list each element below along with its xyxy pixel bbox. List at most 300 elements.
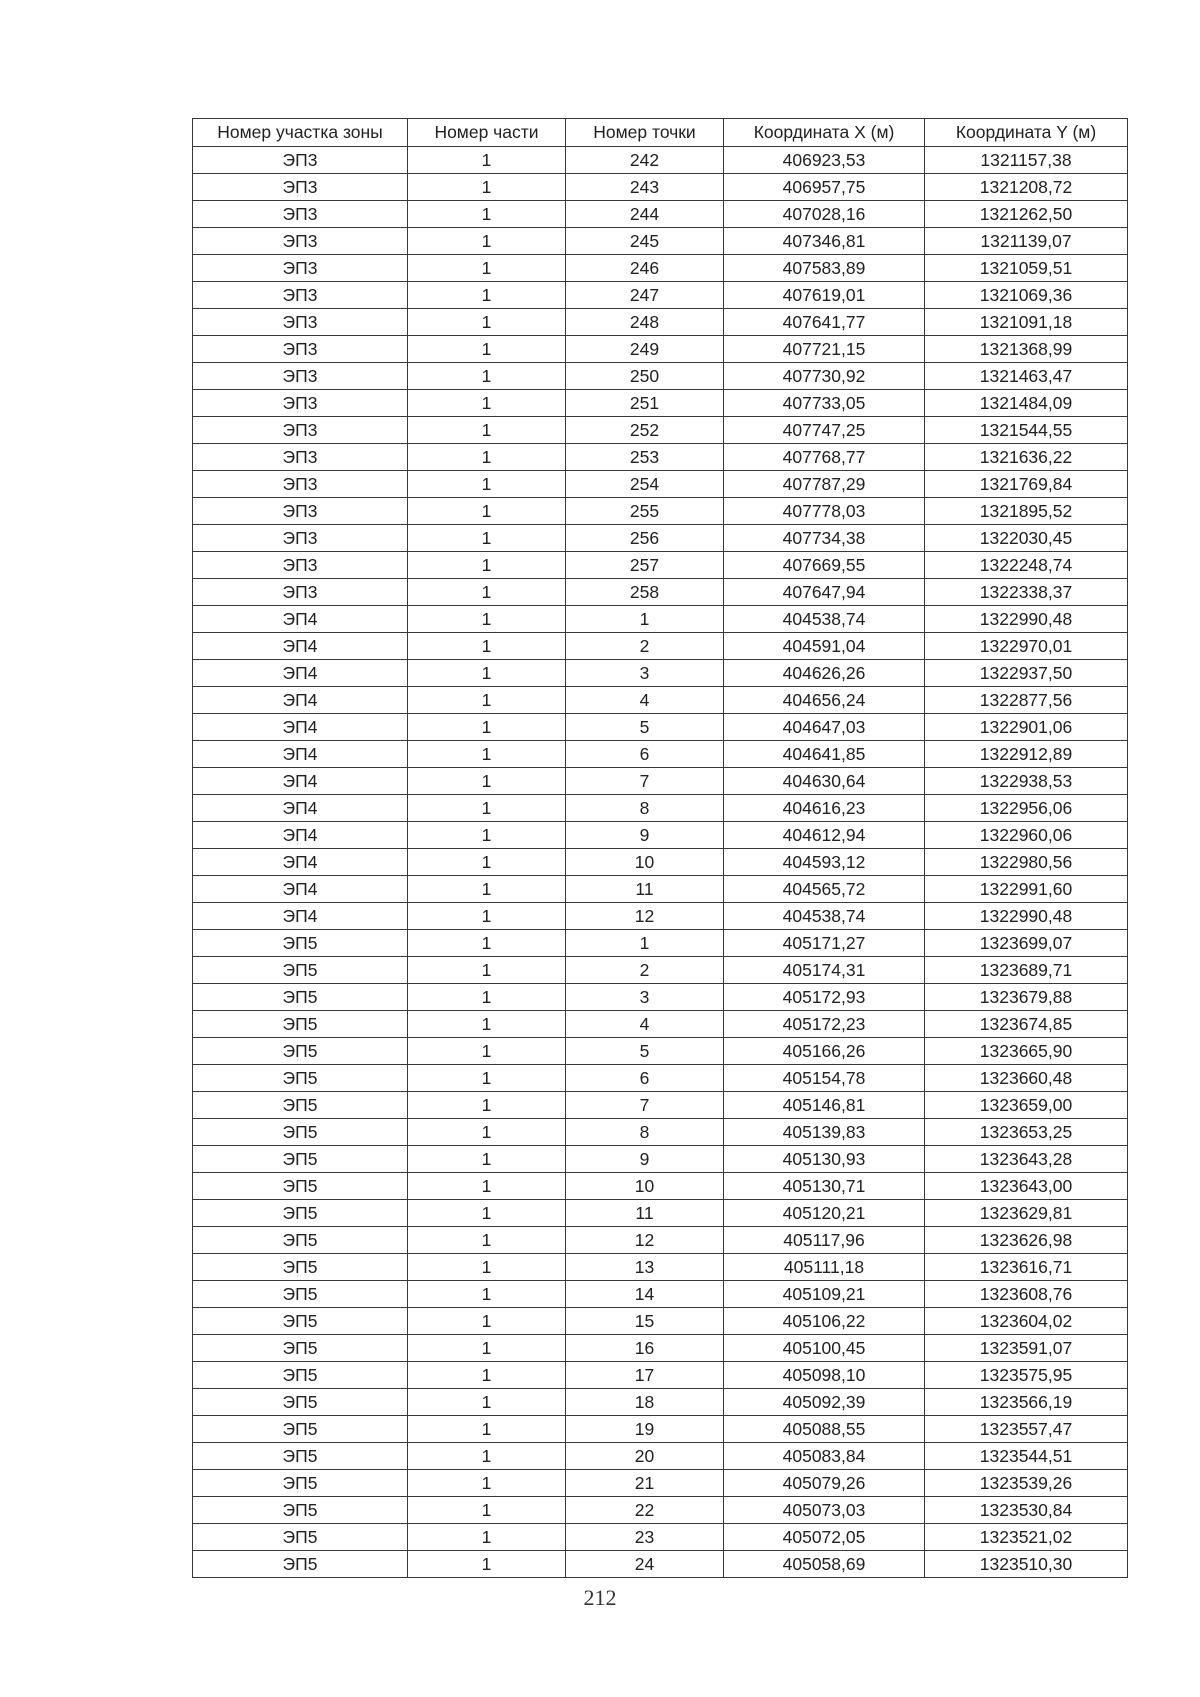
cell-zone-section: ЭП4 [193,768,408,795]
table-row [193,1011,1128,1038]
cell-coordinate-y: 1322938,53 [925,768,1128,795]
cell-coordinate-y: 1322912,89 [925,741,1128,768]
cell-coordinate-y: 1321484,09 [925,390,1128,417]
cell-part-number: 1 [408,174,566,201]
cell-coordinate-x: 407028,16 [724,201,925,228]
cell-coordinate-y: 1322877,56 [925,687,1128,714]
cell-coordinate-x: 407669,55 [724,552,925,579]
cell-point-number: 22 [566,1497,724,1524]
cell-part-number: 1 [408,336,566,363]
cell-point-number: 11 [566,876,724,903]
table-row [193,1362,1128,1389]
cell-point-number: 257 [566,552,724,579]
cell-point-number: 244 [566,201,724,228]
cell-part-number: 1 [408,579,566,606]
cell-coordinate-x: 405117,96 [724,1227,925,1254]
table-row [193,1497,1128,1524]
cell-part-number: 1 [408,1335,566,1362]
cell-point-number: 13 [566,1254,724,1281]
cell-part-number: 1 [408,1092,566,1119]
cell-coordinate-x: 404538,74 [724,606,925,633]
cell-part-number: 1 [408,471,566,498]
cell-coordinate-y: 1323544,51 [925,1443,1128,1470]
table-row [193,1524,1128,1551]
cell-coordinate-y: 1322990,48 [925,903,1128,930]
cell-coordinate-x: 405130,93 [724,1146,925,1173]
table-row [193,849,1128,876]
cell-coordinate-y: 1321139,07 [925,228,1128,255]
table-row [193,687,1128,714]
cell-zone-section: ЭП3 [193,255,408,282]
cell-part-number: 1 [408,984,566,1011]
cell-part-number: 1 [408,903,566,930]
table-row [193,1227,1128,1254]
cell-zone-section: ЭП3 [193,363,408,390]
header-coordinate-y: Координата Y (м) [925,119,1128,147]
table-row [193,471,1128,498]
cell-point-number: 7 [566,768,724,795]
cell-point-number: 256 [566,525,724,552]
cell-coordinate-y: 1323608,76 [925,1281,1128,1308]
cell-coordinate-x: 405092,39 [724,1389,925,1416]
cell-coordinate-x: 405120,21 [724,1200,925,1227]
cell-coordinate-x: 407641,77 [724,309,925,336]
page-number: 212 [583,1585,617,1610]
cell-coordinate-x: 407730,92 [724,363,925,390]
cell-part-number: 1 [408,1173,566,1200]
cell-part-number: 1 [408,525,566,552]
cell-coordinate-x: 405172,23 [724,1011,925,1038]
cell-zone-section: ЭП3 [193,552,408,579]
cell-part-number: 1 [408,1146,566,1173]
cell-part-number: 1 [408,660,566,687]
table-row [193,660,1128,687]
header-zone-section-number: Номер участка зоны [193,119,408,147]
table-row [193,741,1128,768]
cell-coordinate-y: 1321059,51 [925,255,1128,282]
cell-point-number: 242 [566,147,724,174]
cell-coordinate-x: 407734,38 [724,525,925,552]
table-row [193,876,1128,903]
cell-part-number: 1 [408,795,566,822]
cell-coordinate-y: 1322901,06 [925,714,1128,741]
cell-zone-section: ЭП3 [193,579,408,606]
header-part-number: Номер части [408,119,566,147]
cell-point-number: 10 [566,1173,724,1200]
cell-coordinate-x: 407787,29 [724,471,925,498]
table-row [193,1065,1128,1092]
cell-coordinate-x: 404538,74 [724,903,925,930]
cell-coordinate-y: 1323660,48 [925,1065,1128,1092]
cell-point-number: 7 [566,1092,724,1119]
cell-coordinate-y: 1323674,85 [925,1011,1128,1038]
table-row [193,1389,1128,1416]
cell-point-number: 1 [566,606,724,633]
cell-zone-section: ЭП4 [193,633,408,660]
table-row [193,444,1128,471]
cell-coordinate-x: 407346,81 [724,228,925,255]
cell-zone-section: ЭП5 [193,1227,408,1254]
cell-part-number: 1 [408,1551,566,1578]
cell-zone-section: ЭП5 [193,1254,408,1281]
cell-coordinate-x: 405174,31 [724,957,925,984]
cell-coordinate-x: 407768,77 [724,444,925,471]
cell-zone-section: ЭП3 [193,417,408,444]
cell-coordinate-y: 1322970,01 [925,633,1128,660]
table-row [193,606,1128,633]
cell-zone-section: ЭП3 [193,282,408,309]
cell-point-number: 250 [566,363,724,390]
cell-coordinate-y: 1323643,28 [925,1146,1128,1173]
table-row [193,1470,1128,1497]
cell-zone-section: ЭП3 [193,147,408,174]
cell-part-number: 1 [408,1119,566,1146]
cell-zone-section: ЭП5 [193,1092,408,1119]
cell-part-number: 1 [408,876,566,903]
cell-coordinate-x: 405111,18 [724,1254,925,1281]
header-row [193,119,1128,147]
cell-part-number: 1 [408,201,566,228]
cell-coordinate-x: 404626,26 [724,660,925,687]
cell-part-number: 1 [408,147,566,174]
cell-part-number: 1 [408,1362,566,1389]
table-row [193,714,1128,741]
cell-point-number: 15 [566,1308,724,1335]
cell-zone-section: ЭП5 [193,1524,408,1551]
cell-part-number: 1 [408,930,566,957]
table-row [193,1038,1128,1065]
table-row [193,1335,1128,1362]
table-row [193,525,1128,552]
cell-zone-section: ЭП5 [193,957,408,984]
cell-coordinate-x: 405172,93 [724,984,925,1011]
cell-part-number: 1 [408,714,566,741]
cell-coordinate-x: 405083,84 [724,1443,925,1470]
cell-coordinate-x: 404612,94 [724,822,925,849]
cell-part-number: 1 [408,768,566,795]
cell-point-number: 258 [566,579,724,606]
cell-coordinate-y: 1321091,18 [925,309,1128,336]
cell-coordinate-y: 1321208,72 [925,174,1128,201]
cell-coordinate-y: 1323510,30 [925,1551,1128,1578]
cell-coordinate-x: 404656,24 [724,687,925,714]
cell-zone-section: ЭП3 [193,444,408,471]
cell-point-number: 4 [566,687,724,714]
cell-point-number: 8 [566,795,724,822]
table-row [193,1443,1128,1470]
cell-part-number: 1 [408,741,566,768]
cell-zone-section: ЭП5 [193,1200,408,1227]
table-row [193,930,1128,957]
cell-coordinate-y: 1323689,71 [925,957,1128,984]
cell-part-number: 1 [408,1227,566,1254]
cell-coordinate-x: 404630,64 [724,768,925,795]
table-row [193,984,1128,1011]
header-point-number: Номер точки [566,119,724,147]
cell-zone-section: ЭП3 [193,525,408,552]
cell-coordinate-y: 1323659,00 [925,1092,1128,1119]
cell-zone-section: ЭП5 [193,984,408,1011]
cell-coordinate-y: 1323575,95 [925,1362,1128,1389]
cell-coordinate-y: 1323643,00 [925,1173,1128,1200]
cell-point-number: 18 [566,1389,724,1416]
cell-coordinate-y: 1323530,84 [925,1497,1128,1524]
cell-part-number: 1 [408,1308,566,1335]
table-row [193,822,1128,849]
cell-part-number: 1 [408,1470,566,1497]
cell-zone-section: ЭП3 [193,228,408,255]
cell-point-number: 1 [566,930,724,957]
cell-zone-section: ЭП5 [193,1389,408,1416]
cell-zone-section: ЭП3 [193,309,408,336]
cell-zone-section: ЭП5 [193,1308,408,1335]
cell-part-number: 1 [408,687,566,714]
cell-zone-section: ЭП3 [193,498,408,525]
cell-coordinate-y: 1322991,60 [925,876,1128,903]
cell-part-number: 1 [408,1416,566,1443]
table-row [193,579,1128,606]
cell-point-number: 9 [566,1146,724,1173]
table-row [193,1146,1128,1173]
table-row [193,417,1128,444]
cell-zone-section: ЭП4 [193,849,408,876]
table-row [193,174,1128,201]
cell-coordinate-y: 1323626,98 [925,1227,1128,1254]
cell-zone-section: ЭП5 [193,1173,408,1200]
cell-coordinate-y: 1321368,99 [925,336,1128,363]
cell-zone-section: ЭП4 [193,687,408,714]
cell-coordinate-x: 404565,72 [724,876,925,903]
cell-part-number: 1 [408,1065,566,1092]
cell-part-number: 1 [408,417,566,444]
cell-part-number: 1 [408,822,566,849]
cell-zone-section: ЭП4 [193,714,408,741]
cell-coordinate-x: 405072,05 [724,1524,925,1551]
cell-part-number: 1 [408,228,566,255]
cell-point-number: 243 [566,174,724,201]
cell-zone-section: ЭП4 [193,903,408,930]
cell-part-number: 1 [408,282,566,309]
cell-point-number: 4 [566,1011,724,1038]
table-row [193,957,1128,984]
cell-zone-section: ЭП3 [193,201,408,228]
cell-zone-section: ЭП3 [193,471,408,498]
cell-coordinate-x: 406957,75 [724,174,925,201]
cell-part-number: 1 [408,1497,566,1524]
cell-zone-section: ЭП5 [193,1470,408,1497]
cell-coordinate-x: 407778,03 [724,498,925,525]
cell-coordinate-y: 1322937,50 [925,660,1128,687]
cell-zone-section: ЭП5 [193,1065,408,1092]
cell-zone-section: ЭП5 [193,1443,408,1470]
cell-point-number: 17 [566,1362,724,1389]
cell-point-number: 254 [566,471,724,498]
cell-zone-section: ЭП5 [193,1335,408,1362]
cell-coordinate-x: 405146,81 [724,1092,925,1119]
table-row [193,795,1128,822]
cell-part-number: 1 [408,1200,566,1227]
cell-coordinate-y: 1322030,45 [925,525,1128,552]
cell-zone-section: ЭП5 [193,1119,408,1146]
cell-part-number: 1 [408,1524,566,1551]
cell-coordinate-y: 1321069,36 [925,282,1128,309]
cell-point-number: 5 [566,714,724,741]
cell-point-number: 3 [566,984,724,1011]
cell-coordinate-x: 405130,71 [724,1173,925,1200]
cell-zone-section: ЭП4 [193,876,408,903]
cell-point-number: 2 [566,957,724,984]
cell-point-number: 6 [566,741,724,768]
cell-coordinate-y: 1323604,02 [925,1308,1128,1335]
cell-zone-section: ЭП5 [193,1038,408,1065]
cell-coordinate-x: 405058,69 [724,1551,925,1578]
cell-coordinate-x: 404641,85 [724,741,925,768]
cell-zone-section: ЭП5 [193,1146,408,1173]
cell-zone-section: ЭП5 [193,930,408,957]
cell-part-number: 1 [408,390,566,417]
table-row [193,147,1128,174]
cell-point-number: 24 [566,1551,724,1578]
cell-coordinate-y: 1322990,48 [925,606,1128,633]
cell-coordinate-x: 404593,12 [724,849,925,876]
cell-zone-section: ЭП5 [193,1551,408,1578]
table-row [193,552,1128,579]
table-row [193,363,1128,390]
table-body [193,147,1128,1578]
cell-coordinate-y: 1321769,84 [925,471,1128,498]
cell-zone-section: ЭП3 [193,336,408,363]
table-row [193,1308,1128,1335]
cell-point-number: 23 [566,1524,724,1551]
cell-part-number: 1 [408,363,566,390]
cell-coordinate-y: 1323629,81 [925,1200,1128,1227]
cell-coordinate-y: 1323591,07 [925,1335,1128,1362]
table-row [193,228,1128,255]
table-row [193,1092,1128,1119]
cell-point-number: 16 [566,1335,724,1362]
cell-coordinate-x: 405079,26 [724,1470,925,1497]
cell-coordinate-y: 1323566,19 [925,1389,1128,1416]
cell-point-number: 12 [566,903,724,930]
table-row [193,336,1128,363]
cell-point-number: 10 [566,849,724,876]
cell-part-number: 1 [408,1281,566,1308]
cell-part-number: 1 [408,1038,566,1065]
cell-point-number: 12 [566,1227,724,1254]
cell-point-number: 8 [566,1119,724,1146]
cell-coordinate-x: 405106,22 [724,1308,925,1335]
table-row [193,282,1128,309]
cell-coordinate-y: 1322960,06 [925,822,1128,849]
cell-part-number: 1 [408,309,566,336]
cell-point-number: 248 [566,309,724,336]
table-row [193,1254,1128,1281]
cell-point-number: 246 [566,255,724,282]
cell-coordinate-x: 405154,78 [724,1065,925,1092]
cell-point-number: 11 [566,1200,724,1227]
cell-coordinate-x: 407733,05 [724,390,925,417]
cell-coordinate-x: 404616,23 [724,795,925,822]
cell-coordinate-y: 1323521,02 [925,1524,1128,1551]
cell-part-number: 1 [408,606,566,633]
table-row [193,768,1128,795]
cell-point-number: 247 [566,282,724,309]
cell-point-number: 252 [566,417,724,444]
cell-point-number: 5 [566,1038,724,1065]
table-row [193,1281,1128,1308]
cell-coordinate-x: 407647,94 [724,579,925,606]
table-row [193,1173,1128,1200]
cell-part-number: 1 [408,552,566,579]
cell-coordinate-y: 1323699,07 [925,930,1128,957]
cell-zone-section: ЭП5 [193,1011,408,1038]
cell-part-number: 1 [408,444,566,471]
header-coordinate-x: Координата X (м) [724,119,925,147]
cell-coordinate-x: 407747,25 [724,417,925,444]
cell-coordinate-x: 405109,21 [724,1281,925,1308]
table-row [193,1416,1128,1443]
cell-coordinate-y: 1321262,50 [925,201,1128,228]
cell-zone-section: ЭП4 [193,741,408,768]
table-row [193,255,1128,282]
cell-coordinate-x: 404647,03 [724,714,925,741]
cell-part-number: 1 [408,255,566,282]
cell-part-number: 1 [408,633,566,660]
cell-part-number: 1 [408,1389,566,1416]
cell-point-number: 249 [566,336,724,363]
cell-coordinate-y: 1321157,38 [925,147,1128,174]
cell-point-number: 20 [566,1443,724,1470]
cell-coordinate-y: 1321636,22 [925,444,1128,471]
cell-coordinate-x: 407619,01 [724,282,925,309]
cell-part-number: 1 [408,1443,566,1470]
cell-zone-section: ЭП4 [193,660,408,687]
cell-zone-section: ЭП5 [193,1281,408,1308]
cell-point-number: 14 [566,1281,724,1308]
cell-point-number: 9 [566,822,724,849]
cell-point-number: 2 [566,633,724,660]
table-row [193,1200,1128,1227]
cell-coordinate-y: 1322338,37 [925,579,1128,606]
cell-coordinate-y: 1321895,52 [925,498,1128,525]
table-row [193,309,1128,336]
cell-part-number: 1 [408,1254,566,1281]
table-row [193,498,1128,525]
table-row [193,633,1128,660]
table-row [193,390,1128,417]
cell-coordinate-y: 1321463,47 [925,363,1128,390]
cell-coordinate-y: 1323679,88 [925,984,1128,1011]
cell-coordinate-x: 407721,15 [724,336,925,363]
cell-point-number: 253 [566,444,724,471]
cell-coordinate-y: 1321544,55 [925,417,1128,444]
table-row [193,1551,1128,1578]
cell-zone-section: ЭП4 [193,795,408,822]
cell-part-number: 1 [408,849,566,876]
cell-coordinate-y: 1323616,71 [925,1254,1128,1281]
cell-point-number: 6 [566,1065,724,1092]
cell-point-number: 245 [566,228,724,255]
cell-coordinate-y: 1323665,90 [925,1038,1128,1065]
cell-coordinate-y: 1322956,06 [925,795,1128,822]
cell-point-number: 21 [566,1470,724,1497]
cell-coordinate-x: 405073,03 [724,1497,925,1524]
cell-point-number: 251 [566,390,724,417]
cell-part-number: 1 [408,1011,566,1038]
cell-coordinate-y: 1323557,47 [925,1416,1128,1443]
cell-coordinate-y: 1323653,25 [925,1119,1128,1146]
cell-coordinate-y: 1322980,56 [925,849,1128,876]
